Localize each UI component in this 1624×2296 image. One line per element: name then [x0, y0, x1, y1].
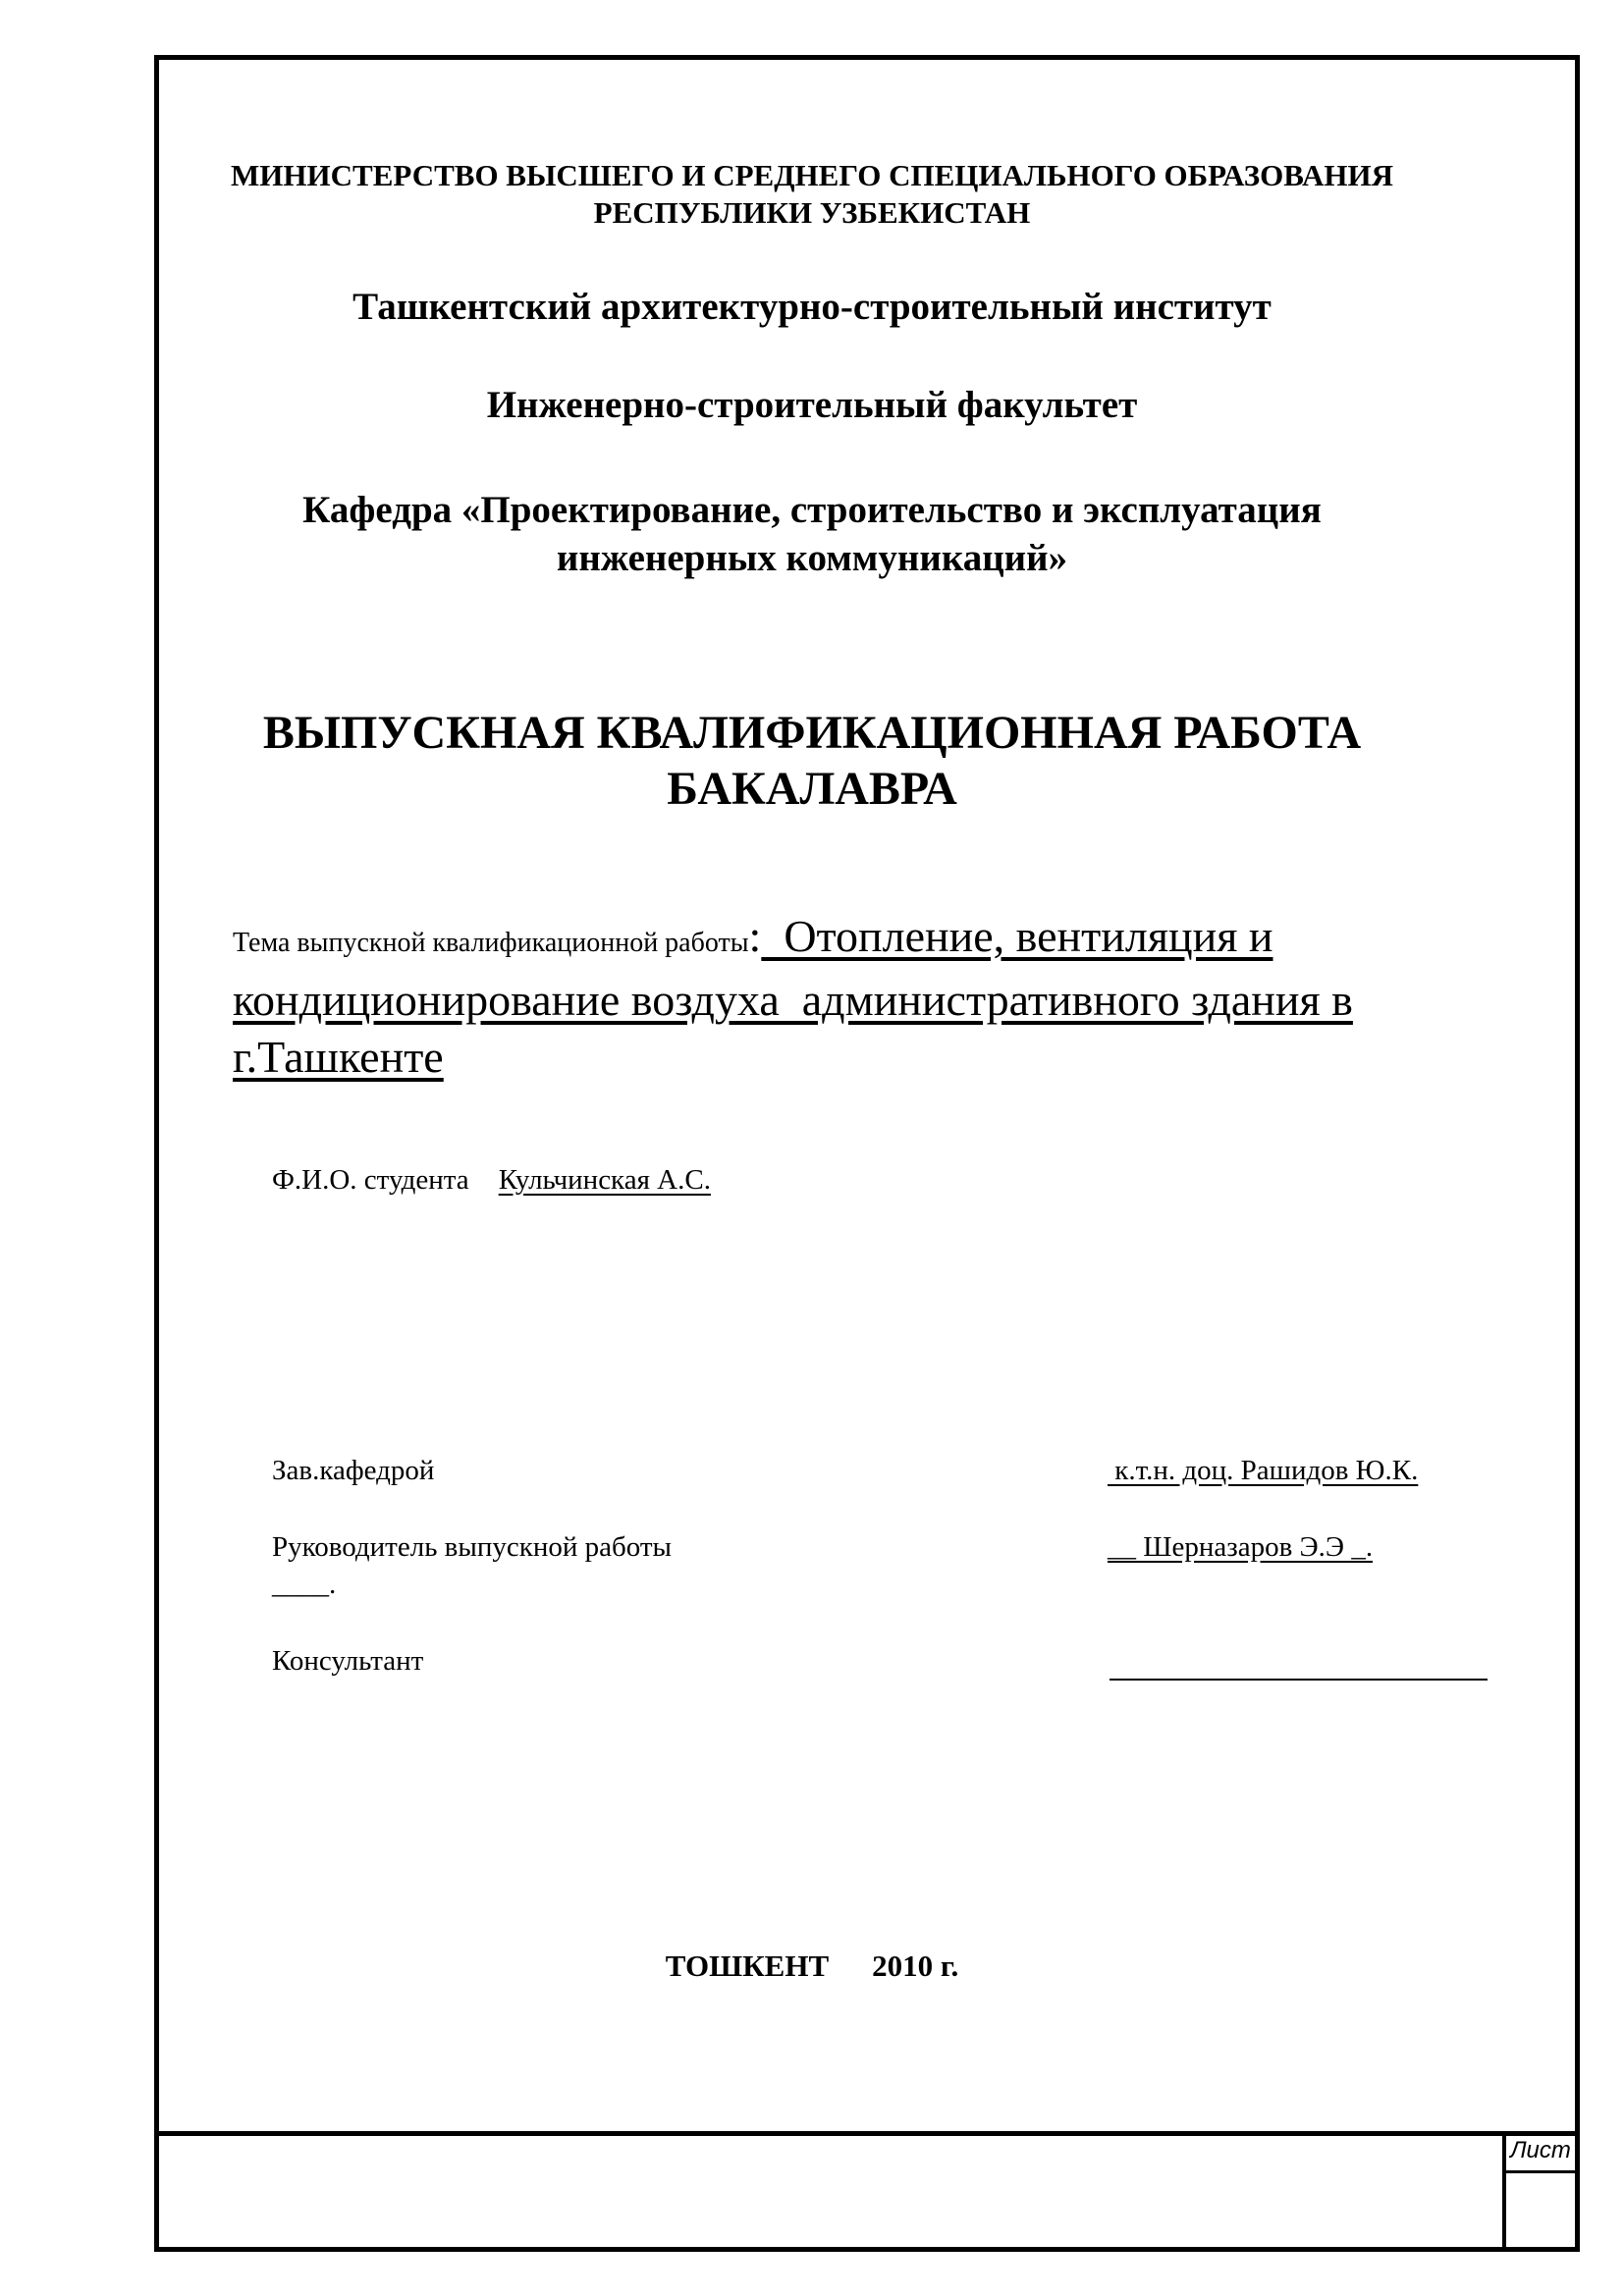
city-name: ТОШКЕНТ: [665, 1949, 830, 1983]
supervisor-extra: ____.: [272, 1569, 337, 1600]
topic-label: Тема выпускной квалификационной работы: [233, 928, 749, 958]
work-title-line-2: БАКАЛАВРА: [667, 763, 957, 815]
topic-value-line-3: г.Ташкенте: [233, 1032, 444, 1082]
head-value: к.т.н. доц. Рашидов Ю.К.: [1108, 1455, 1419, 1486]
work-title: [0, 705, 1624, 817]
faculty-name: Инженерно-строительный факультет: [486, 384, 1138, 426]
consultant-signature-line: [1110, 1679, 1488, 1681]
department-line-2: инженерных коммуникаций»: [556, 537, 1068, 579]
ministry-heading: [0, 157, 1624, 232]
student-row: [272, 1164, 711, 1197]
consultant-label: Консультант: [272, 1645, 424, 1677]
city-year-line: [0, 1949, 1624, 1984]
year: 2010 г.: [872, 1949, 959, 1983]
sheet-label: Лист: [1506, 2131, 1575, 2173]
topic-colon: :: [748, 911, 762, 961]
student-label: Ф.И.О. студента: [272, 1164, 469, 1196]
topic-value-line-2: кондиционирование воздуха административного здания в: [233, 975, 1353, 1025]
sheet-number-box: [1502, 2131, 1575, 2247]
topic-value-line-1: Отопление, вентиляция и: [761, 911, 1273, 961]
supervisor-value: __ Шерназаров Э.Э _.: [1108, 1531, 1374, 1563]
student-name: Кульчинская А.С.: [498, 1164, 711, 1196]
topic-block: [233, 908, 1509, 1086]
ministry-line-1: МИНИСТЕРСТВО ВЫСШЕГО И СРЕДНЕГО СПЕЦИАЛЬНОГО ОБРАЗОВАНИЯ: [231, 158, 1393, 192]
ministry-line-2: РЕСПУБЛИКИ УЗБЕКИСТАН: [593, 195, 1031, 230]
institute-name: Ташкентский архитектурно-строительный институт: [352, 286, 1272, 328]
supervisor-label: Руководитель выпускной работы: [272, 1531, 673, 1563]
title-block-divider: [159, 2131, 1575, 2136]
department-line-1: Кафедра «Проектирование, строительство и эксплуатация: [302, 489, 1322, 531]
head-label: Зав.кафедрой: [272, 1455, 435, 1486]
work-title-line-1: ВЫПУСКНАЯ КВАЛИФИКАЦИОННАЯ РАБОТА: [262, 707, 1362, 759]
department-name: [0, 486, 1624, 582]
